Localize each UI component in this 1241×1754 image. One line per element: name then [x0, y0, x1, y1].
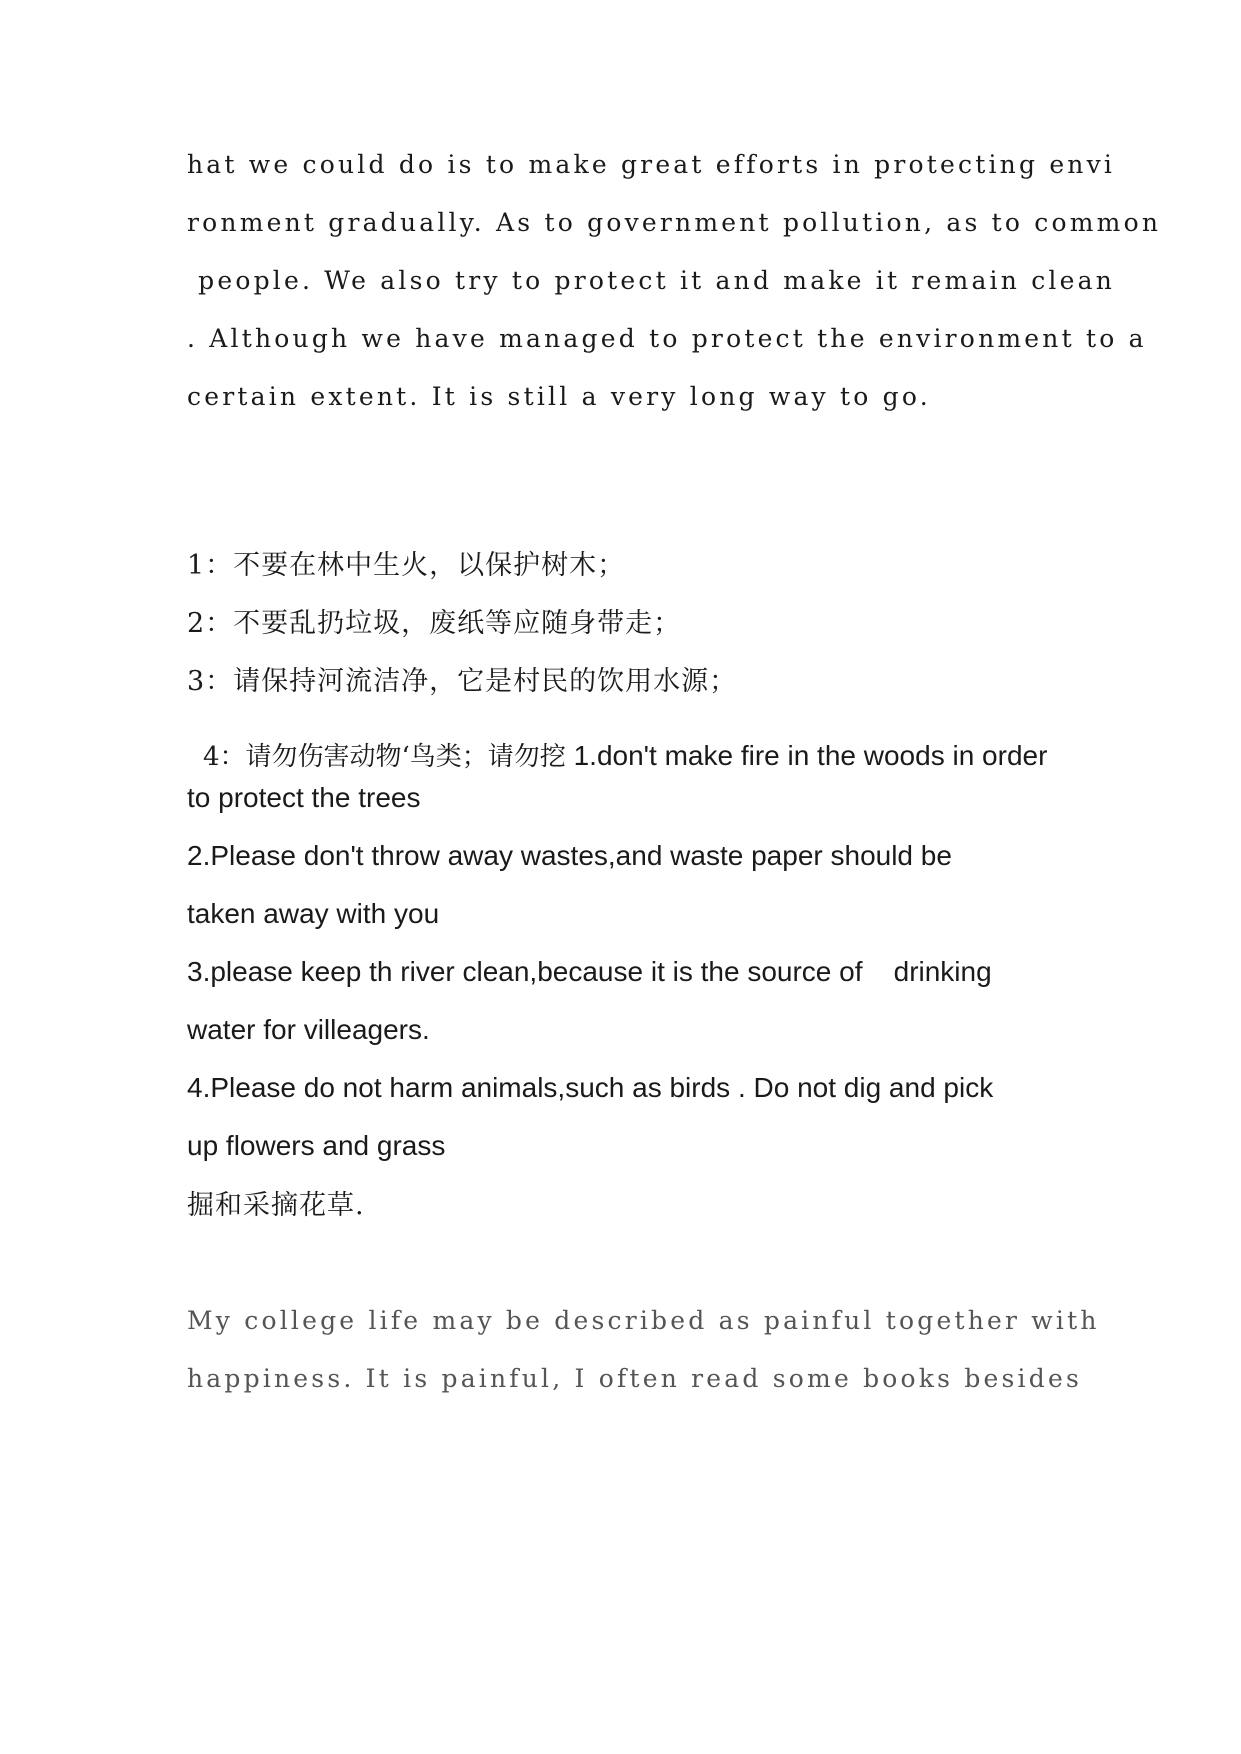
- english-list-line: 2.Please don't throw away wastes,and waste paper should be: [187, 840, 952, 871]
- english-list-line: water for villeagers.: [187, 1014, 430, 1045]
- paragraph2-line: happiness. It is painful, I often read some books besides: [187, 1364, 1082, 1393]
- english-list-line: 3.please keep th river clean,because it is the source of drinking: [187, 956, 992, 987]
- paragraph1-line: . Although we have managed to protect the environment to a: [187, 324, 1147, 353]
- mixed-line-english: 1.don't make fire in the woods in order: [565, 740, 1048, 771]
- paragraph1-line: hat we could do is to make great efforts in protecting envi: [187, 150, 1116, 179]
- chinese-list-item: 3：请保持河流洁净，它是村民的饮用水源；: [187, 666, 738, 697]
- mixed-line: [187, 726, 1057, 786]
- paragraph2-line: My college life may be described as painful together with: [187, 1306, 1100, 1335]
- mixed-line-chinese: 4：请勿伤害动物‘鸟类；请勿挖: [203, 742, 566, 772]
- english-list-line: up flowers and grass: [187, 1130, 446, 1161]
- english-list-line: 4.Please do not harm animals,such as birds . Do not dig and pick: [187, 1072, 994, 1103]
- paragraph1-line: people. We also try to protect it and make it remain clean: [187, 266, 1115, 295]
- english-list-line: taken away with you: [187, 898, 440, 929]
- chinese-list-item: 1：不要在林中生火，以保护树木；: [187, 550, 626, 581]
- chinese-list-item: 2：不要乱扔垃圾，废纸等应随身带走；: [187, 608, 682, 639]
- english-list-line: to protect the trees: [187, 782, 421, 813]
- chinese-tail-line: 掘和采摘花草.: [187, 1190, 365, 1221]
- paragraph1-line: ronment gradually. As to government pollution, as to common: [187, 208, 1162, 237]
- paragraph1-line: certain extent. It is still a very long way to go.: [187, 382, 931, 411]
